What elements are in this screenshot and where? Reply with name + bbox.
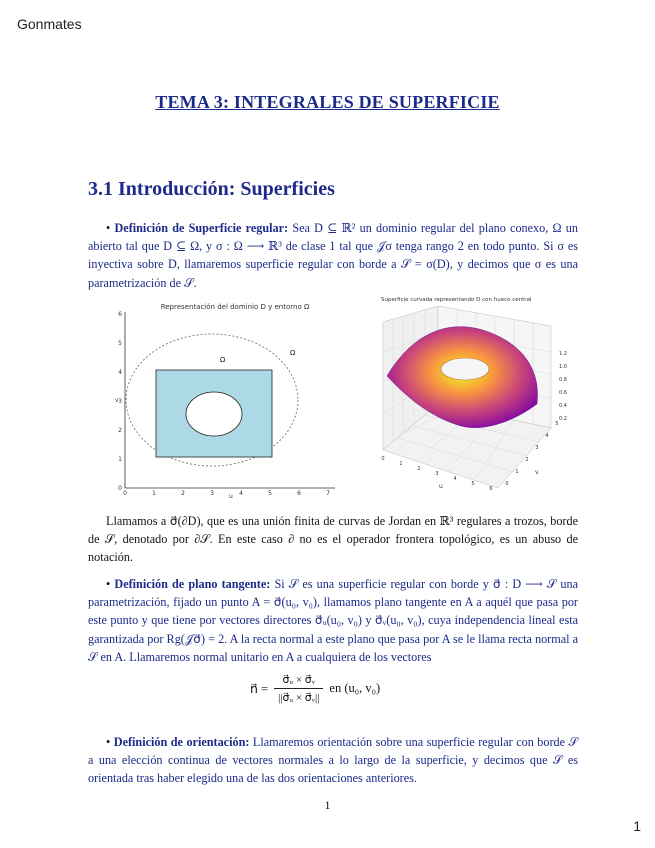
surface-ylabel: v	[535, 469, 539, 476]
formula-denominator: ||σ⃗ᵤ × σ⃗ᵥ||	[274, 688, 323, 704]
definition-text: Si 𝒮 es una superficie regular con borde y σ⃗ : D ⟶ 𝒮 una parametrización, fijado un punto A = σ⃗(u₀, v₀), llamamos plano tangente en A a aquél que pasa por este punto y que tiene por vectores directores σ⃗ᵤ(u₀, v₀) y σ⃗ᵥ(u₀, v₀), cuya independencia lineal esta garantizada por Rg(𝒥σ⃗) = 2. A la recta normal a este plano que pasa por A se le llama recta normal a 𝒮 en A. Llamaremos normal unitario en A a cualquiera de los vectores	[88, 577, 579, 664]
boundary-paragraph	[88, 512, 578, 567]
definition-text: Sea D ⊆ ℝ² un dominio regular del plano conexo, Ω un abierto tal que D ⊆ Ω, y σ : Ω ⟶ ℝ³ de clase 1 tal que 𝒥σ tenga rango 2 en todo punto. Si σ es inyectiva sobre D, llamaremos superficie regular con borde a 𝒮 = σ(D), y decimos que σ es una parametrización de 𝒮.	[88, 221, 578, 290]
surface-y-tick-label: 3	[535, 445, 539, 451]
x-ticks	[123, 490, 330, 497]
definition-term: Definición de orientación:	[113, 735, 250, 749]
y-tick-label: 0	[118, 485, 122, 492]
z-tick-label: 0.6	[559, 390, 567, 396]
x-tick-label: 4	[239, 490, 243, 497]
surface-y-tick-label: 1	[515, 469, 519, 475]
corner-page-number: 1	[633, 818, 641, 834]
surface-y-tick-label: 4	[545, 433, 549, 439]
definition-text: Llamaremos orientación sobre una superficie regular con borde 𝒮 a una elección continua de vectores normales a lo largo de la superficie, y decimos que 𝒮 es orientada tras haber elegido una de las dos orientaciones anteriores.	[88, 735, 578, 786]
watermark: Gonmates	[17, 16, 82, 32]
surface-figure	[373, 292, 583, 502]
formula-lhs: n⃗ =	[250, 681, 269, 696]
x-tick-label: 2	[181, 490, 185, 497]
surface-x-tick-label: 5	[471, 481, 475, 487]
z-tick-label: 0.4	[559, 403, 567, 409]
surface-x-tick-label: 4	[453, 476, 457, 482]
surface-y-tick-label: 5	[555, 421, 559, 427]
domain-figure-title: Representación del dominio D y entorno Ω	[160, 303, 310, 311]
domain-hole	[186, 392, 242, 436]
surface-hole	[441, 358, 489, 380]
formula-suffix: en (u₀, v₀)	[329, 681, 381, 695]
surface-figure-title: Superficie curvada representando D con hueco central	[381, 297, 532, 303]
y-tick-label: 6	[118, 311, 122, 318]
page-number: 1	[324, 798, 331, 812]
surface-y-tick-label: 2	[525, 457, 529, 463]
x-tick-label: 5	[268, 490, 272, 497]
definition-term: Definición de Superficie regular:	[114, 221, 289, 235]
section-heading: 3.1 Introducción: Superficies	[88, 178, 335, 200]
formula-numerator: σ⃗ᵤ × σ⃗ᵥ	[282, 674, 315, 686]
domain-figure	[105, 298, 345, 498]
x-tick-label: 0	[123, 490, 127, 497]
x-tick-label: 7	[326, 490, 330, 497]
surface-x-tick-label: 0	[381, 456, 385, 462]
surface-x-tick-label: 2	[417, 466, 421, 472]
y-tick-label: 1	[118, 456, 122, 463]
z-tick-label: 0.2	[559, 416, 567, 422]
label-omega-outer: Ω	[290, 349, 296, 357]
surface-y-tick-label: 0	[505, 481, 509, 487]
domain-xlabel: u	[229, 493, 233, 498]
page-title: TEMA 3: INTEGRALES DE SUPERFICIE	[155, 92, 500, 112]
formula-fraction	[274, 673, 323, 704]
x-tick-label: 6	[297, 490, 301, 497]
definition-regular-surface: • Definición de Superficie regular: Sea D ⊆ ℝ² un dominio regular del plano conexo, Ω un abierto tal que D ⊆ Ω, y σ : Ω ⟶ ℝ³ de clase 1 tal que 𝒥σ tenga rango 2 en todo punto. Si σ es inyectiva sobre D, llamaremos superficie regular con borde a 𝒮 = σ(D), y decimos que σ es una parametrización de 𝒮.	[88, 221, 578, 290]
z-tick-label: 0.8	[559, 377, 567, 383]
z-ticks	[559, 351, 567, 422]
boundary-text: Llamamos a σ⃗(∂D), que es una unión finita de curvas de Jordan en ℝ³ regulares a trozos, borde de 𝒮, denotado por ∂𝒮. En este caso ∂ no es el operador frontera topológico, es un abuso de notación.	[88, 514, 578, 565]
surface-x-tick-label: 6	[489, 486, 493, 492]
surface-xlabel: u	[439, 483, 443, 490]
label-omega-inner: Ω	[220, 356, 226, 364]
definition-tangent-plane: • Definición de plano tangente: Si 𝒮 es una superficie regular con borde y σ⃗ : D ⟶ 𝒮 una parametrización, fijado un punto A = σ⃗(u₀, v₀), llamamos plano tangente en A a aquél que pasa por este punto y que tiene por vectores directores σ⃗ᵤ(u₀, v₀) y σ⃗ᵥ(u₀, v₀), cuya independencia lineal esta garantizada por Rg(𝒥σ⃗) = 2. A la recta normal a este plano que pasa por A se le llama recta normal a 𝒮 en A. Llamaremos normal unitario en A a cualquiera de los vectores	[88, 577, 579, 664]
definition-term: Definición de plano tangente:	[114, 577, 271, 591]
domain-ylabel: v	[115, 397, 119, 404]
definition-orientation: • Definición de orientación: Llamaremos orientación sobre una superficie regular con borde 𝒮 a una elección continua de vectores normales a lo largo de la superficie, y decimos que 𝒮 es orientada tras haber elegido una de las dos orientaciones anteriores.	[88, 735, 578, 786]
surface-x-tick-label: 1	[399, 461, 403, 467]
y-ticks	[118, 311, 122, 492]
surface-x-tick-label: 3	[435, 471, 439, 477]
y-tick-label: 4	[118, 369, 122, 376]
z-tick-label: 1.0	[559, 364, 567, 370]
unit-normal-formula	[250, 673, 380, 704]
z-tick-label: 1.2	[559, 351, 567, 357]
x-tick-label: 3	[210, 490, 214, 497]
y-tick-label: 2	[118, 427, 122, 434]
y-tick-label: 5	[118, 340, 122, 347]
x-tick-label: 1	[152, 490, 156, 497]
y-tick-label: 3	[118, 398, 122, 405]
